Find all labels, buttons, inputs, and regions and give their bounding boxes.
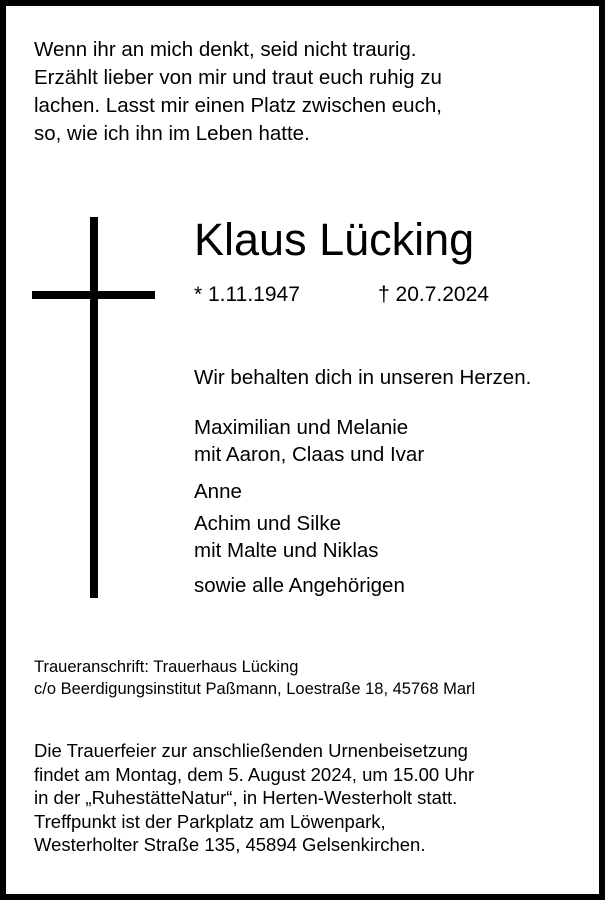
mourner-group: [194, 414, 424, 468]
birth-date: * 1.11.1947: [194, 283, 300, 306]
mourner-group: [194, 478, 242, 505]
mourning-address: [34, 656, 475, 700]
mourner-line: mit Aaron, Claas und Ivar: [194, 443, 425, 466]
poem-line: so, wie ich ihn im Leben hatte.: [34, 122, 310, 145]
mourner-line: mit Malte und Niklas: [194, 539, 379, 562]
mourner-line: Anne: [194, 480, 242, 503]
motto: Wir behalten dich in unseren Herzen.: [194, 366, 532, 389]
mourner-line: Achim und Silke: [194, 512, 341, 535]
ceremony-info: [34, 739, 474, 857]
ceremony-line: Treffpunkt ist der Parkplatz am Löwenpark,: [34, 810, 386, 832]
address-line: Traueranschrift: Trauerhaus Lücking: [34, 658, 299, 676]
poem-line: lachen. Lasst mir einen Platz zwischen euch,: [34, 94, 442, 117]
mourner-group: [194, 572, 405, 599]
ceremony-line: Westerholter Straße 135, 45894 Gelsenkirchen.: [34, 834, 426, 855]
cross-horizontal-beam: [32, 291, 155, 299]
ceremony-line: Die Trauerfeier zur anschließenden Urnenbeisetzung: [34, 740, 468, 761]
ceremony-line: findet am Montag, dem 5. August 2024, um 15.00 Uhr: [34, 763, 475, 785]
mourner-line: Maximilian und Melanie: [194, 416, 409, 439]
mourner-line: sowie alle Angehörigen: [194, 574, 405, 597]
ceremony-line: in der „RuhestätteNatur“, in Herten-Westerholt statt.: [34, 787, 458, 808]
poem-line: Erzählt lieber von mir und traut euch ruhig zu: [34, 66, 442, 89]
address-line: c/o Beerdigungsinstitut Paßmann, Loestraße 18, 45768 Marl: [34, 680, 476, 698]
poem: [34, 36, 442, 148]
death-date: † 20.7.2024: [378, 283, 489, 306]
obituary-card: [6, 6, 599, 894]
mourner-group: [194, 510, 379, 564]
poem-line: Wenn ihr an mich denkt, seid nicht traurig.: [34, 38, 417, 61]
cross-vertical-beam: [90, 217, 98, 598]
deceased-name: Klaus Lücking: [194, 214, 475, 265]
